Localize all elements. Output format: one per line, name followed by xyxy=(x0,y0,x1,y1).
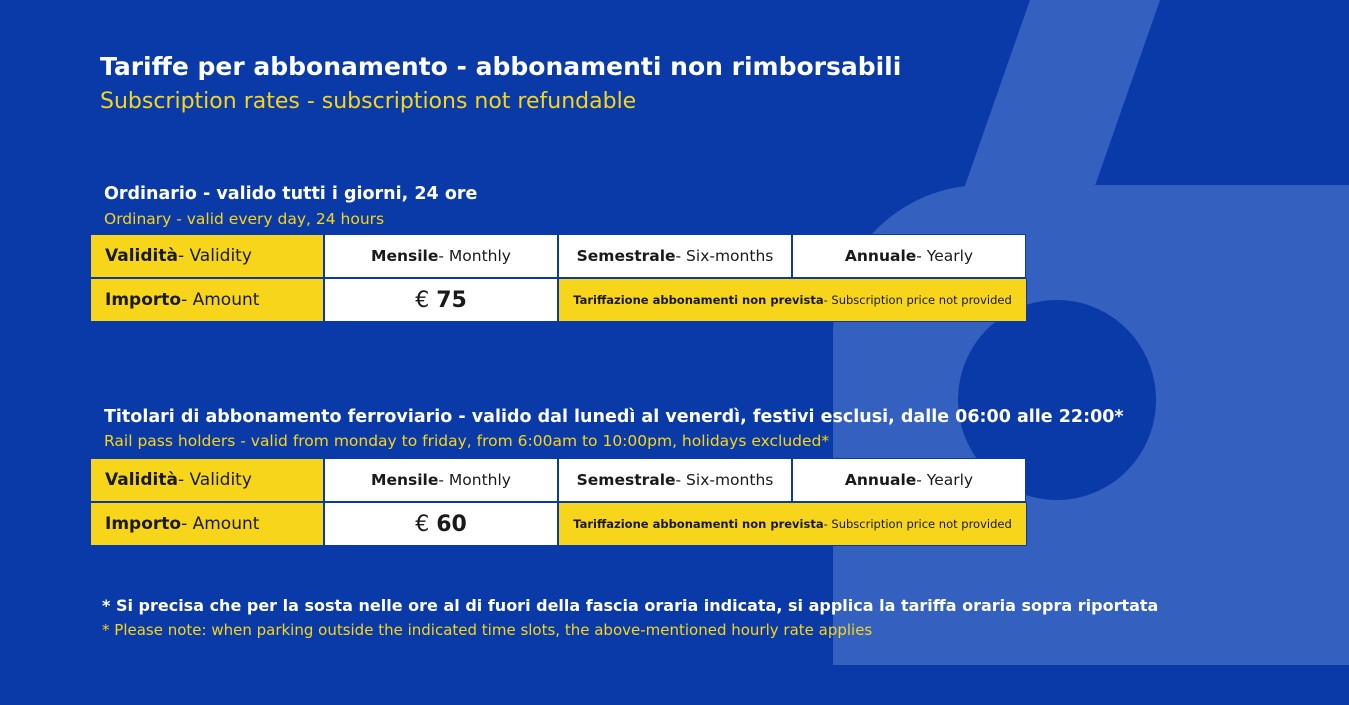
price-not-provided: Tariffazione abbonamenti non prevista - Subscription price not provided xyxy=(558,278,1027,322)
table-row-validity xyxy=(90,234,1027,278)
semester-header: Semestrale - Six-months xyxy=(558,458,792,502)
page-title: Tariffe per abbonamento - abbonamenti non rimborsabili xyxy=(100,52,902,81)
monthly-price: € 75 xyxy=(324,278,558,322)
section-subtitle-rail-pass: Rail pass holders - valid from monday to friday, from 6:00am to 10:00pm, holidays excluded* xyxy=(104,432,830,450)
rates-table-rail-pass xyxy=(90,458,1027,546)
page-subtitle: Subscription rates - subscriptions not refundable xyxy=(100,89,637,114)
footnote-italian: * Si precisa che per la sosta nelle ore al di fuori della fascia oraria indicata, si applica la tariffa oraria sopra riportata xyxy=(102,596,1159,615)
table-row-validity xyxy=(90,458,1027,502)
footnote-english: * Please note: when parking outside the indicated time slots, the above-mentioned hourly rate applies xyxy=(102,621,873,639)
table-row-amount xyxy=(90,278,1027,322)
price-not-provided: Tariffazione abbonamenti non prevista - Subscription price not provided xyxy=(558,502,1027,546)
section-title-ordinary: Ordinario - valido tutti i giorni, 24 ore xyxy=(104,184,478,204)
section-title-rail-pass: Titolari di abbonamento ferroviario - valido dal lunedì al venerdì, festivi esclusi, dalle 06:00 alle 22:00* xyxy=(104,407,1124,427)
monthly-header: Mensile - Monthly xyxy=(324,458,558,502)
yearly-header: Annuale - Yearly xyxy=(792,234,1026,278)
semester-header: Semestrale - Six-months xyxy=(558,234,792,278)
rates-table-ordinary xyxy=(90,234,1027,322)
monthly-price: € 60 xyxy=(324,502,558,546)
monthly-header: Mensile - Monthly xyxy=(324,234,558,278)
validity-label: Validità - Validity xyxy=(90,234,324,278)
amount-label: Importo - Amount xyxy=(90,502,324,546)
section-subtitle-ordinary: Ordinary - valid every day, 24 hours xyxy=(104,210,385,228)
yearly-header: Annuale - Yearly xyxy=(792,458,1026,502)
validity-label: Validità - Validity xyxy=(90,458,324,502)
amount-label: Importo - Amount xyxy=(90,278,324,322)
logo-shape-slash xyxy=(960,0,1160,200)
table-row-amount xyxy=(90,502,1027,546)
